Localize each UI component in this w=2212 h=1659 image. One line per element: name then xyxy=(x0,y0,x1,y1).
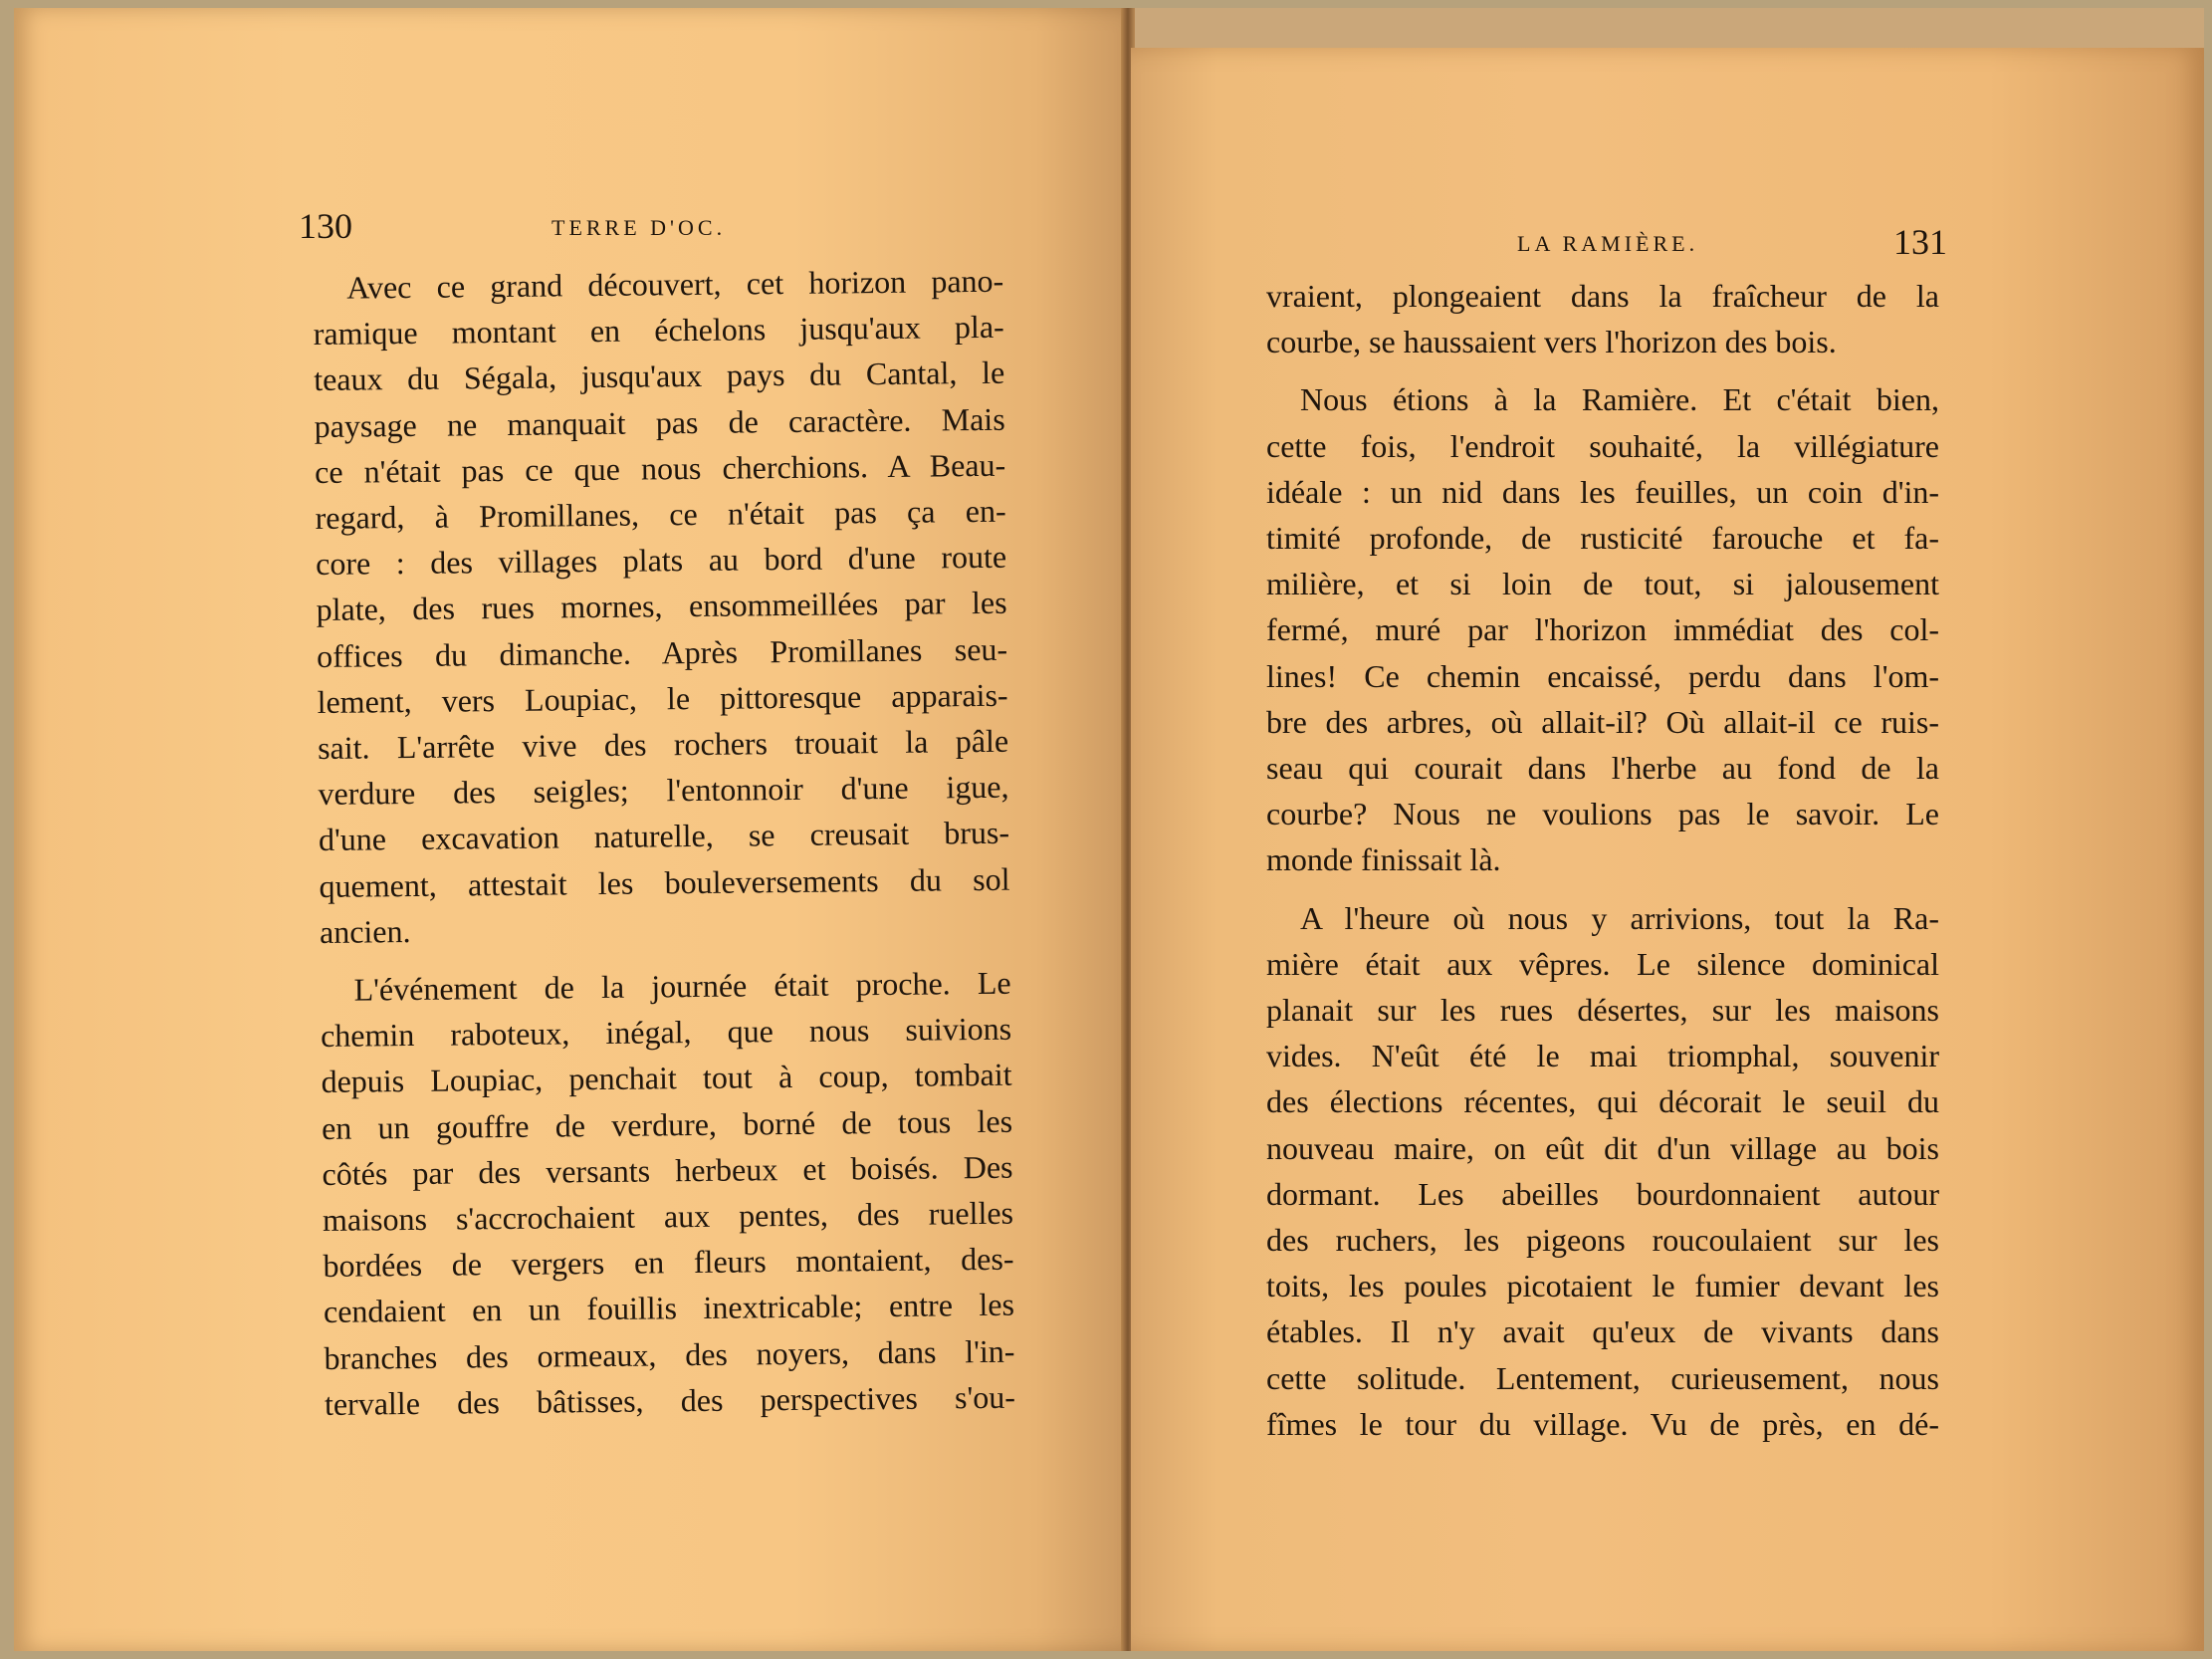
text-line: cendaient en un fouillis inextricable; entre les xyxy=(323,1287,1015,1330)
text-line: cette solitude. Lentement, curieusement, nous xyxy=(1266,1359,1939,1396)
text-line: regard, à Promillanes, ce n'était pas ça en- xyxy=(315,492,1006,537)
text-line: core : des villages plats au bord d'une route xyxy=(315,538,1007,583)
text-line: nouveau maire, on eût dit d'un village au bois xyxy=(1266,1129,1939,1166)
text-line: branches des ormeaux, des noyers, dans l'in- xyxy=(324,1332,1015,1376)
text-line: chemin raboteux, inégal, que nous suivions xyxy=(320,1010,1012,1055)
text-line: tervalle des bâtisses, des perspectives s'ou- xyxy=(324,1378,1016,1422)
text-line: vides. N'eût été le mai triomphal, souvenir xyxy=(1266,1038,1939,1074)
text-line: côtés par des versants herbeux et boisés. Des xyxy=(322,1148,1013,1192)
book-spread xyxy=(14,8,2204,1651)
running-head: LA RAMIÈRE. xyxy=(1517,231,1699,256)
text-line: dormant. Les abeilles bourdonnaient autour xyxy=(1266,1175,1939,1212)
text-line: timité profonde, de rusticité farouche et fa- xyxy=(1266,520,1939,557)
text-line: en un gouffre de verdure, borné de tous les xyxy=(321,1102,1013,1146)
running-head: TERRE D'OC. xyxy=(552,215,727,240)
page-number: 131 xyxy=(1893,222,1947,262)
text-line: Nous étions à la Ramière. Et c'était bien, xyxy=(1300,381,1939,418)
text-line: bre des arbres, où allait-il? Où allait-il ce ruis- xyxy=(1266,703,1939,740)
body-text xyxy=(1266,273,1939,1447)
body-text xyxy=(313,258,1015,1427)
text-line: mière était aux vêpres. Le silence dominical xyxy=(1266,945,1939,982)
text-line: plate, des rues mornes, ensommeillées par les xyxy=(316,585,1007,628)
text-line: toits, les poules picotaient le fumier devant les xyxy=(1266,1268,1939,1304)
text-line: cette fois, l'endroit souhaité, la villégiature xyxy=(1266,427,1939,464)
text-line: vraient, plongeaient dans la fraîcheur de la xyxy=(1266,278,1939,314)
text-line: planait sur les rues désertes, sur les maisons xyxy=(1266,992,1939,1029)
text-line: sait. L'arrête vive des rochers trouait la pâle xyxy=(317,722,1009,767)
text-line: fîmes le tour du village. Vu de près, en dé- xyxy=(1266,1405,1939,1442)
text-line: courbe? Nous ne voulions pas le savoir. Le xyxy=(1266,796,1939,832)
text-line: ancien. xyxy=(319,912,411,950)
right-page xyxy=(1131,48,2204,1651)
text-line: seau qui courait dans l'herbe au fond de la xyxy=(1266,750,1939,787)
text-line: idéale : un nid dans les feuilles, un coin d'in- xyxy=(1266,473,1939,510)
left-page xyxy=(14,8,1125,1651)
text-line: courbe, se haussaient vers l'horizon des bois. xyxy=(1266,324,1837,360)
text-line: teaux du Ségala, jusqu'aux pays du Cantal, le xyxy=(314,355,1005,398)
text-line: L'événement de la journée était proche. Le xyxy=(353,964,1011,1008)
page-number: 130 xyxy=(299,206,352,246)
text-line: monde finissait là. xyxy=(1266,841,1501,878)
text-line: des élections récentes, qui décorait le seuil du xyxy=(1266,1083,1939,1120)
text-line: quement, attestait les bouleversements du sol xyxy=(319,860,1010,904)
text-line: Avec ce grand découvert, cet horizon pano- xyxy=(346,262,1004,306)
text-line: maisons s'accrochaient aux pentes, des ruelles xyxy=(322,1194,1014,1239)
text-line: A l'heure où nous y arrivions, tout la Ra- xyxy=(1300,899,1939,936)
text-line: bordées de vergers en fleurs montaient, des- xyxy=(323,1240,1014,1285)
text-line: lines! Ce chemin encaissé, perdu dans l'om- xyxy=(1266,657,1939,694)
text-line: ce n'était pas ce que nous cherchions. A Beau- xyxy=(314,446,1006,490)
text-line: verdure des seigles; l'entonnoir d'une igue, xyxy=(318,768,1009,813)
text-line: depuis Loupiac, penchait tout à coup, tombait xyxy=(321,1057,1012,1100)
text-line: fermé, muré par l'horizon immédiat des col- xyxy=(1266,611,1939,648)
text-line: offices du dimanche. Après Promillanes seu- xyxy=(316,630,1008,674)
text-line: lement, vers Loupiac, le pittoresque apparais- xyxy=(317,676,1008,720)
text-line: milière, et si loin de tout, si jalousement xyxy=(1266,566,1939,602)
text-line: d'une excavation naturelle, se creusait brus- xyxy=(318,815,1010,858)
text-line: ramique montant en échelons jusqu'aux pla- xyxy=(313,308,1004,353)
text-line: étables. Il n'y avait qu'eux de vivants dans xyxy=(1266,1313,1939,1350)
text-line: des ruchers, les pigeons roucoulaient sur les xyxy=(1266,1222,1939,1259)
text-line: paysage ne manquait pas de caractère. Mais xyxy=(314,400,1005,444)
